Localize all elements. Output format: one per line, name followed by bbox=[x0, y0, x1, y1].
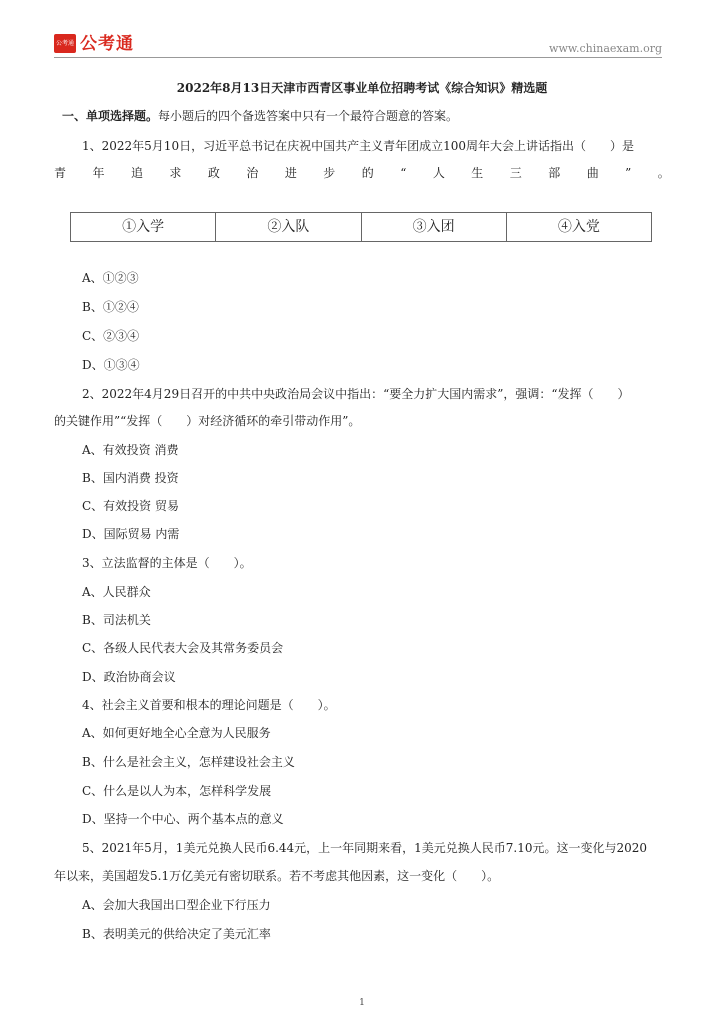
question-2-option-b[interactable]: B、国内消费 投资 bbox=[82, 471, 179, 485]
choice-cell: ②入队 bbox=[216, 213, 361, 241]
question-4-option-b[interactable]: B、什么是社会主义，怎样建设社会主义 bbox=[82, 755, 295, 769]
question-1-char: 进 bbox=[284, 166, 297, 180]
question-1-char: 生 bbox=[471, 166, 484, 180]
page-number: 1 bbox=[359, 998, 365, 1008]
logo-icon: 公考通 bbox=[54, 34, 76, 53]
question-1-char: 。 bbox=[657, 166, 670, 180]
site-url[interactable]: www.chinaexam.org bbox=[549, 42, 662, 55]
choice-cell: ④入党 bbox=[557, 219, 600, 235]
question-1-option-b[interactable]: B、①②④ bbox=[82, 300, 139, 314]
question-5-text: 5、2021年5月，1美元兑换人民币6.44元，上一年同期来看，1美元兑换人民币7.10元。这一变化与2020 bbox=[82, 841, 648, 855]
question-4-option-a[interactable]: A、如何更好地全心全意为人民服务 bbox=[82, 726, 271, 740]
question-1-choice-table bbox=[70, 212, 652, 242]
question-1-char: 求 bbox=[169, 166, 182, 180]
question-1-option-c[interactable]: C、②③④ bbox=[82, 329, 140, 343]
question-1-char: 的 bbox=[361, 166, 374, 180]
question-3-option-a[interactable]: A、人民群众 bbox=[82, 585, 151, 599]
question-4-option-d[interactable]: D、坚持一个中心、两个基本点的意义 bbox=[82, 812, 284, 826]
question-1-char: 青 bbox=[54, 166, 67, 180]
question-2-option-c[interactable]: C、有效投资 贸易 bbox=[82, 499, 179, 513]
question-4-text: 4、社会主义首要和根本的理论问题是（ ）。 bbox=[82, 698, 336, 712]
question-1-option-a[interactable]: A、①②③ bbox=[82, 271, 139, 285]
question-2-option-d[interactable]: D、国际贸易 内需 bbox=[82, 527, 180, 541]
question-1-char: 人 bbox=[432, 166, 445, 180]
question-1-char: 曲 bbox=[586, 166, 599, 180]
question-1-char: ” bbox=[625, 166, 632, 180]
question-1-char: “ bbox=[400, 166, 407, 180]
question-1-char: 追 bbox=[130, 166, 143, 180]
section-description: 每小题后的四个备选答案中只有一个最符合题意的答案。 bbox=[158, 109, 459, 123]
question-1-char: 治 bbox=[246, 166, 259, 180]
question-1-char: 部 bbox=[548, 166, 561, 180]
question-2-option-a[interactable]: A、有效投资 消费 bbox=[82, 443, 179, 457]
question-4-option-c[interactable]: C、什么是以人为本，怎样科学发展 bbox=[82, 784, 272, 798]
question-5-text-continued: 年以来，美国超发5.1万亿美元有密切联系。若不考虑其他因素，这一变化（ ）。 bbox=[54, 869, 500, 883]
question-3-option-d[interactable]: D、政治协商会议 bbox=[82, 670, 176, 684]
question-1-char: 三 bbox=[509, 166, 522, 180]
question-1-char: 年 bbox=[92, 166, 105, 180]
question-2-text: 2、2022年4月29日召开的中共中央政治局会议中指出：“要全力扩大国内需求”，强调：“发挥（ ） bbox=[82, 387, 630, 401]
question-5-option-a[interactable]: A、会加大我国出口型企业下行压力 bbox=[82, 898, 271, 912]
header-divider bbox=[54, 57, 662, 58]
section-heading-label: 一、单项选择题。 bbox=[62, 109, 159, 123]
question-1-option-d[interactable]: D、①③④ bbox=[82, 358, 140, 372]
question-3-text: 3、立法监督的主体是（ ）。 bbox=[82, 556, 252, 570]
choice-cell: ①入学 bbox=[71, 213, 216, 241]
question-1-text-continued bbox=[54, 165, 670, 181]
question-3-option-c[interactable]: C、各级人民代表大会及其常务委员会 bbox=[82, 641, 284, 655]
question-1-char: 步 bbox=[323, 166, 336, 180]
page-header bbox=[54, 32, 662, 56]
question-1-char: 政 bbox=[207, 166, 220, 180]
question-2-text-continued: 的关键作用”“发挥（ ）对经济循环的牵引带动作用”。 bbox=[54, 414, 361, 428]
question-5-option-b[interactable]: B、表明美元的供给决定了美元汇率 bbox=[82, 927, 271, 941]
logo-text: 公考通 bbox=[80, 34, 134, 54]
section-heading bbox=[62, 108, 458, 124]
document-title: 2022年8月13日天津市西青区事业单位招聘考试《综合知识》精选题 bbox=[176, 81, 548, 95]
question-3-option-b[interactable]: B、司法机关 bbox=[82, 613, 151, 627]
question-1-text: 1、2022年5月10日，习近平总书记在庆祝中国共产主义青年团成立100周年大会上讲话指出（ ）是 bbox=[82, 139, 634, 153]
choice-cell: ③入团 bbox=[362, 213, 507, 241]
